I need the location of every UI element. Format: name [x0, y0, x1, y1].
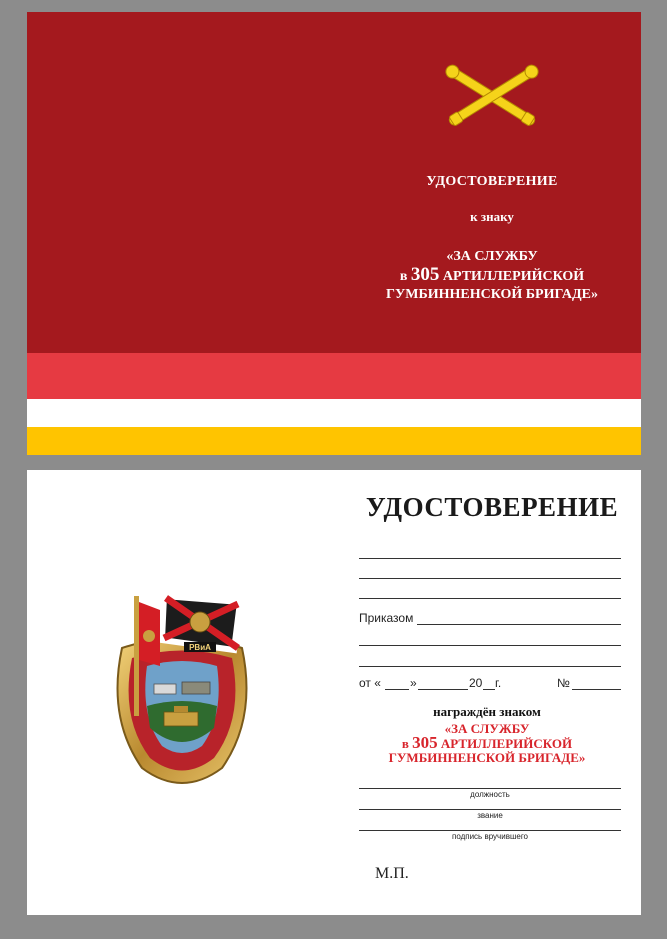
- cover-subtitle: к знаку: [470, 209, 514, 224]
- blank-line-4: [359, 645, 621, 646]
- year-line: [483, 689, 495, 690]
- cover-award-line3: ГУМБИННЕНСКОЙ БРИГАДЕ»: [386, 287, 598, 302]
- awarded-label: награждён знаком: [433, 704, 541, 719]
- medal-badge-icon: [102, 588, 262, 798]
- year-prefix: 20: [469, 676, 483, 690]
- position-line: [359, 788, 621, 789]
- cover-award-name: [357, 248, 627, 304]
- cover-title: УДОСТОВЕРЕНИЕ: [426, 174, 558, 189]
- date-from-label: от «: [359, 676, 381, 690]
- award-line2: [357, 733, 617, 752]
- award-name: [357, 722, 617, 765]
- cover-award-suffix: АРТИЛЛЕРИЙСКОЙ: [439, 269, 585, 284]
- year-suffix: г.: [495, 676, 502, 690]
- crossed-cannons-icon: [437, 62, 547, 132]
- blank-line-3: [359, 598, 621, 599]
- order-line: [417, 624, 621, 625]
- award-prefix: в: [401, 736, 413, 751]
- number-label: №: [557, 676, 570, 690]
- month-line: [418, 689, 468, 690]
- signature-caption: подпись вручившего: [451, 832, 529, 841]
- page-title: УДОСТОВЕРЕНИЕ: [365, 492, 619, 522]
- rank-caption: звание: [477, 811, 503, 820]
- blank-line-2: [359, 578, 621, 579]
- order-label: Приказом: [359, 611, 414, 625]
- ribbon-stripe-yellow: [27, 427, 641, 455]
- award-number: 305: [412, 733, 438, 752]
- number-line: [572, 689, 621, 690]
- cover-award-prefix: в: [399, 269, 411, 284]
- ribbon-stripe-white: [27, 399, 641, 427]
- blank-line-5: [359, 666, 621, 667]
- award-line1: «ЗА СЛУЖБУ: [444, 721, 530, 736]
- blank-line-1: [359, 558, 621, 559]
- position-caption: должность: [470, 790, 510, 799]
- badge-ribbon-text: РВиА: [189, 643, 211, 652]
- day-line: [385, 689, 409, 690]
- cover-award-line2: [357, 266, 627, 286]
- certificate-page: [27, 470, 641, 915]
- rank-line: [359, 809, 621, 810]
- award-suffix: АРТИЛЛЕРИЙСКОЙ: [437, 736, 573, 751]
- cover-award-line1: «ЗА СЛУЖБУ: [446, 249, 538, 264]
- ribbon-stripe-red: [27, 353, 641, 399]
- award-line3: ГУМБИННЕНСКОЙ БРИГАДЕ»: [388, 750, 586, 765]
- certificate-cover: [27, 12, 641, 455]
- cover-award-number: 305: [410, 264, 440, 285]
- seal-label: М.П.: [375, 865, 409, 882]
- signature-line: [359, 830, 621, 831]
- date-close-quote: »: [410, 676, 417, 690]
